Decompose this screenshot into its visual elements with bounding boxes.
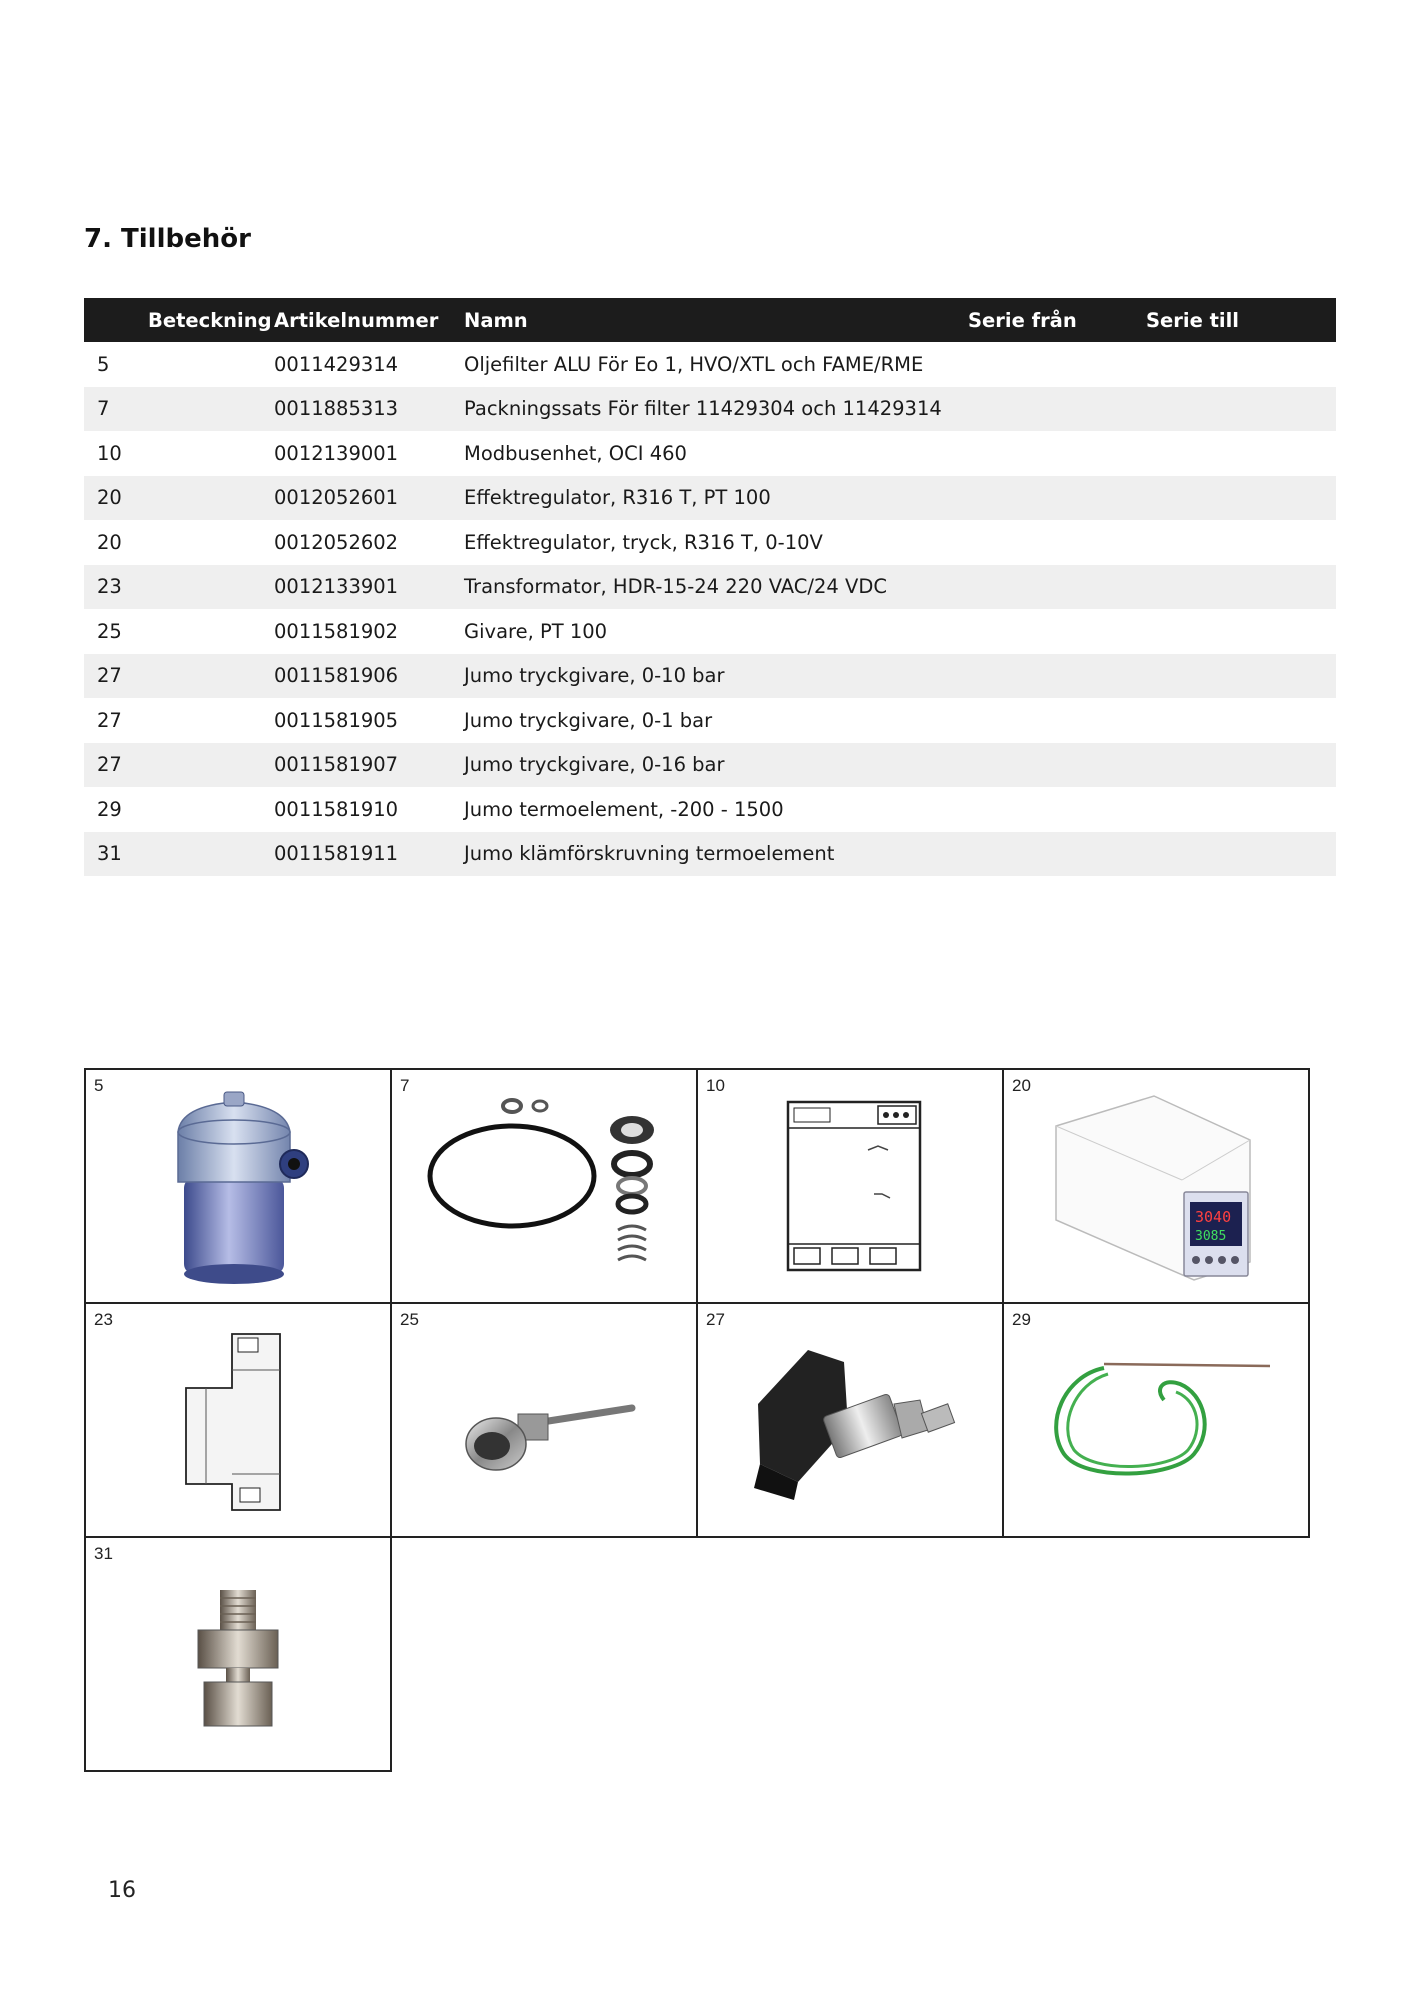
cell-artikelnummer: 0012133901 [274, 575, 399, 599]
cell-artikelnummer: 0011885313 [274, 397, 399, 421]
table-row [84, 832, 1336, 877]
cell-namn: Jumo klämförskruvning termoelement [464, 842, 835, 866]
cell-serie-till [1146, 698, 1336, 743]
figure-label: 20 [1012, 1076, 1031, 1095]
table-row [84, 431, 1336, 476]
oil-filter-icon [86, 1070, 394, 1306]
cell-serie-fran [968, 654, 1146, 699]
pressure-transmitter-icon [698, 1304, 1006, 1540]
cell-namn: Jumo termoelement, -200 - 1500 [464, 797, 784, 821]
cell-beteckning: 20 [97, 486, 122, 510]
cell-beteckning: 7 [97, 397, 110, 421]
figure-label: 5 [94, 1076, 104, 1095]
cell-beteckning: 20 [97, 530, 122, 554]
cell-artikelnummer: 0011581911 [274, 842, 399, 866]
compression-fitting-icon [86, 1538, 394, 1774]
table-row [84, 743, 1336, 788]
table-row [84, 476, 1336, 521]
figure-label: 10 [706, 1076, 725, 1095]
table-row [84, 787, 1336, 832]
cell-namn: Oljefilter ALU För Eo 1, HVO/XTL och FAME/RME [464, 352, 924, 376]
header-artikelnummer: Artikelnummer [274, 308, 439, 332]
cell-serie-till [1146, 609, 1336, 654]
section-title: 7. Tillbehör [84, 224, 251, 254]
cell-serie-fran [968, 387, 1146, 432]
figure-label: 27 [706, 1310, 725, 1329]
cell-beteckning: 29 [97, 797, 122, 821]
cell-artikelnummer: 0011581906 [274, 664, 399, 688]
figure-label: 29 [1012, 1310, 1031, 1329]
figure-cell [696, 1068, 1004, 1304]
cell-beteckning: 5 [97, 352, 110, 376]
modbus-unit-icon [698, 1070, 1006, 1306]
cell-namn: Jumo tryckgivare, 0-10 bar [464, 664, 725, 688]
cell-serie-till [1146, 743, 1336, 788]
cell-serie-fran [968, 787, 1146, 832]
cell-beteckning: 27 [97, 708, 122, 732]
figure-cell [696, 1302, 1004, 1538]
cell-artikelnummer: 0012052602 [274, 530, 399, 554]
cell-serie-fran [968, 609, 1146, 654]
cell-namn: Transformator, HDR-15-24 220 VAC/24 VDC [464, 575, 887, 599]
header-namn: Namn [464, 308, 528, 332]
cell-serie-till [1146, 832, 1336, 877]
cell-serie-till [1146, 387, 1336, 432]
regulator-bottom-display: 3085 [1195, 1229, 1227, 1244]
cell-serie-fran [968, 743, 1146, 788]
pt100-sensor-icon [392, 1304, 700, 1540]
figure-label: 7 [400, 1076, 410, 1095]
figure-cell [390, 1068, 698, 1304]
table-row [84, 654, 1336, 699]
figure-cell [84, 1068, 392, 1304]
cell-namn: Packningssats För filter 11429304 och 11429314 [464, 397, 942, 421]
table-row [84, 387, 1336, 432]
cell-artikelnummer: 0011581902 [274, 619, 399, 643]
cell-namn: Jumo tryckgivare, 0-16 bar [464, 753, 725, 777]
cell-artikelnummer: 0011429314 [274, 352, 399, 376]
table-row [84, 609, 1336, 654]
cell-serie-till [1146, 520, 1336, 565]
figure-label: 25 [400, 1310, 419, 1329]
regulator-top-display: 3040 [1195, 1208, 1232, 1226]
figure-cell [84, 1302, 392, 1538]
cell-beteckning: 27 [97, 664, 122, 688]
cell-serie-fran [968, 342, 1146, 387]
thermocouple-icon [1004, 1304, 1312, 1540]
accessories-table [84, 298, 1336, 876]
cell-serie-till [1146, 342, 1336, 387]
cell-artikelnummer: 0012052601 [274, 486, 399, 510]
cell-serie-till [1146, 431, 1336, 476]
cell-serie-fran [968, 476, 1146, 521]
figure-cell [1002, 1302, 1310, 1538]
cell-namn: Effektregulator, tryck, R316 T, 0-10V [464, 530, 823, 554]
gasket-kit-icon [392, 1070, 700, 1306]
cell-serie-till [1146, 787, 1336, 832]
cell-beteckning: 25 [97, 619, 122, 643]
table-row [84, 342, 1336, 387]
table-row [84, 520, 1336, 565]
table-row [84, 698, 1336, 743]
figure-cell [1002, 1068, 1310, 1304]
cell-beteckning: 10 [97, 441, 122, 465]
cell-artikelnummer: 0011581910 [274, 797, 399, 821]
power-regulator-icon [1004, 1070, 1312, 1306]
figure-cell [84, 1536, 392, 1772]
cell-serie-till [1146, 565, 1336, 610]
figure-cell [390, 1302, 698, 1538]
cell-beteckning: 31 [97, 842, 122, 866]
header-beteckning: Beteckning [148, 308, 272, 332]
cell-namn: Modbusenhet, OCI 460 [464, 441, 687, 465]
cell-serie-fran [968, 431, 1146, 476]
cell-beteckning: 27 [97, 753, 122, 777]
figure-label: 23 [94, 1310, 113, 1329]
cell-namn: Givare, PT 100 [464, 619, 608, 643]
cell-serie-fran [968, 832, 1146, 877]
cell-serie-till [1146, 476, 1336, 521]
cell-serie-fran [968, 520, 1146, 565]
cell-beteckning: 23 [97, 575, 122, 599]
cell-namn: Effektregulator, R316 T, PT 100 [464, 486, 771, 510]
table-row [84, 565, 1336, 610]
cell-namn: Jumo tryckgivare, 0-1 bar [464, 708, 713, 732]
cell-artikelnummer: 0011581905 [274, 708, 399, 732]
cell-artikelnummer: 0012139001 [274, 441, 399, 465]
page-number: 16 [108, 1878, 136, 1903]
transformer-icon [86, 1304, 394, 1540]
header-serie-fran: Serie från [968, 308, 1077, 332]
cell-artikelnummer: 0011581907 [274, 753, 399, 777]
cell-serie-fran [968, 565, 1146, 610]
figure-label: 31 [94, 1544, 113, 1563]
cell-serie-fran [968, 698, 1146, 743]
cell-serie-till [1146, 654, 1336, 699]
header-serie-till: Serie till [1146, 308, 1239, 332]
table-header-row [84, 298, 1336, 342]
